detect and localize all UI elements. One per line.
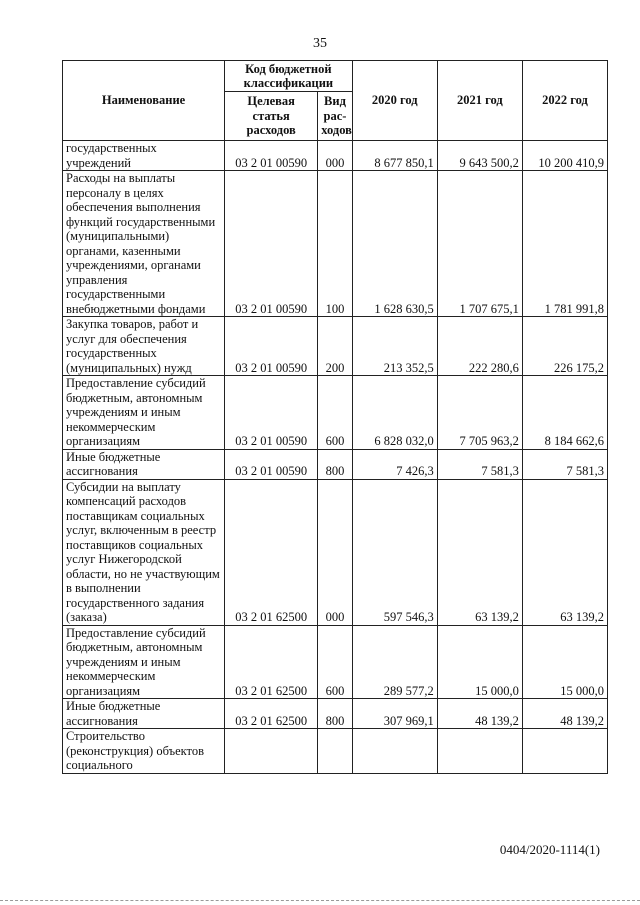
- row-type: 200: [318, 317, 352, 376]
- header-2021: 2021 год: [437, 61, 522, 141]
- header-code-group: Код бюджетной классификации: [225, 61, 353, 92]
- row-2020: 1 628 630,5: [352, 171, 437, 317]
- row-target: 03 2 01 00590: [225, 376, 318, 450]
- row-2020: 213 352,5: [352, 317, 437, 376]
- row-name: Иные бюджетные ассигнования: [63, 699, 225, 729]
- row-target: 03 2 01 00590: [225, 317, 318, 376]
- row-name: Закупка товаров, работ и услуг для обеспечения государственных (муниципальных) нужд: [63, 317, 225, 376]
- row-name: Предоставление субсидий бюджетным, автономным учреждениям и иным некоммерческим организациям: [63, 625, 225, 699]
- row-type: 000: [318, 479, 352, 625]
- table-row: [63, 479, 608, 625]
- table-row: [63, 449, 608, 479]
- row-2022: 7 581,3: [522, 449, 607, 479]
- row-2021: 222 280,6: [437, 317, 522, 376]
- row-2021: 9 643 500,2: [437, 141, 522, 171]
- row-target: 03 2 01 62500: [225, 479, 318, 625]
- table-row: [63, 729, 608, 774]
- row-type: 100: [318, 171, 352, 317]
- table-row: [63, 625, 608, 699]
- row-target: 03 2 01 62500: [225, 699, 318, 729]
- row-2022: 63 139,2: [522, 479, 607, 625]
- table-row: [63, 171, 608, 317]
- row-2021: 7 705 963,2: [437, 376, 522, 450]
- row-target: 03 2 01 00590: [225, 171, 318, 317]
- row-2022: 1 781 991,8: [522, 171, 607, 317]
- row-2020: [352, 729, 437, 774]
- row-type: [318, 729, 352, 774]
- table-row: [63, 141, 608, 171]
- budget-table: [62, 60, 608, 774]
- table-header-row: [63, 61, 608, 92]
- row-2022: [522, 729, 607, 774]
- row-name: Субсидии на выплату компенсаций расходов поставщикам социальных услуг, включенным в реестр поставщиков социальных услуг Нижегородской области, но не участвующим в выполнении государственного задания (заказа): [63, 479, 225, 625]
- header-2022: 2022 год: [522, 61, 607, 141]
- row-2022: 48 139,2: [522, 699, 607, 729]
- row-target: 03 2 01 62500: [225, 625, 318, 699]
- page-number: 35: [313, 36, 327, 51]
- row-2022: 10 200 410,9: [522, 141, 607, 171]
- row-2022: 8 184 662,6: [522, 376, 607, 450]
- row-type: 600: [318, 376, 352, 450]
- table-row: [63, 699, 608, 729]
- header-target-article: Целевая статья расходов: [225, 92, 318, 141]
- row-type: 000: [318, 141, 352, 171]
- row-name: Строительство (реконструкция) объектов социального: [63, 729, 225, 774]
- row-2020: 8 677 850,1: [352, 141, 437, 171]
- row-2021: 15 000,0: [437, 625, 522, 699]
- row-2021: 1 707 675,1: [437, 171, 522, 317]
- table-row: [63, 376, 608, 450]
- row-2020: 289 577,2: [352, 625, 437, 699]
- row-type: 600: [318, 625, 352, 699]
- row-2021: 7 581,3: [437, 449, 522, 479]
- row-name: Предоставление субсидий бюджетным, автономным учреждениям и иным некоммерческим организациям: [63, 376, 225, 450]
- row-name: Расходы на выплаты персоналу в целях обеспечения выполнения функций государственными (муниципальными) органами, казенными учреждениями, органами управления государственными внебюджетными фондами: [63, 171, 225, 317]
- row-2021: 48 139,2: [437, 699, 522, 729]
- row-target: 03 2 01 00590: [225, 141, 318, 171]
- row-2020: 597 546,3: [352, 479, 437, 625]
- row-name: Иные бюджетные ассигнования: [63, 449, 225, 479]
- row-2021: 63 139,2: [437, 479, 522, 625]
- row-2020: 7 426,3: [352, 449, 437, 479]
- row-target: [225, 729, 318, 774]
- row-type: 800: [318, 449, 352, 479]
- row-type: 800: [318, 699, 352, 729]
- bottom-divider: [0, 900, 640, 902]
- header-name: Наименование: [63, 61, 225, 141]
- row-name: государственных учреждений: [63, 141, 225, 171]
- row-2022: 15 000,0: [522, 625, 607, 699]
- header-expense-type: Вид рас-ходов: [318, 92, 352, 141]
- row-2020: 6 828 032,0: [352, 376, 437, 450]
- table-row: [63, 317, 608, 376]
- header-2020: 2020 год: [352, 61, 437, 141]
- document-code: 0404/2020-1114(1): [499, 842, 600, 857]
- row-2020: 307 969,1: [352, 699, 437, 729]
- row-2022: 226 175,2: [522, 317, 607, 376]
- row-2021: [437, 729, 522, 774]
- row-target: 03 2 01 00590: [225, 449, 318, 479]
